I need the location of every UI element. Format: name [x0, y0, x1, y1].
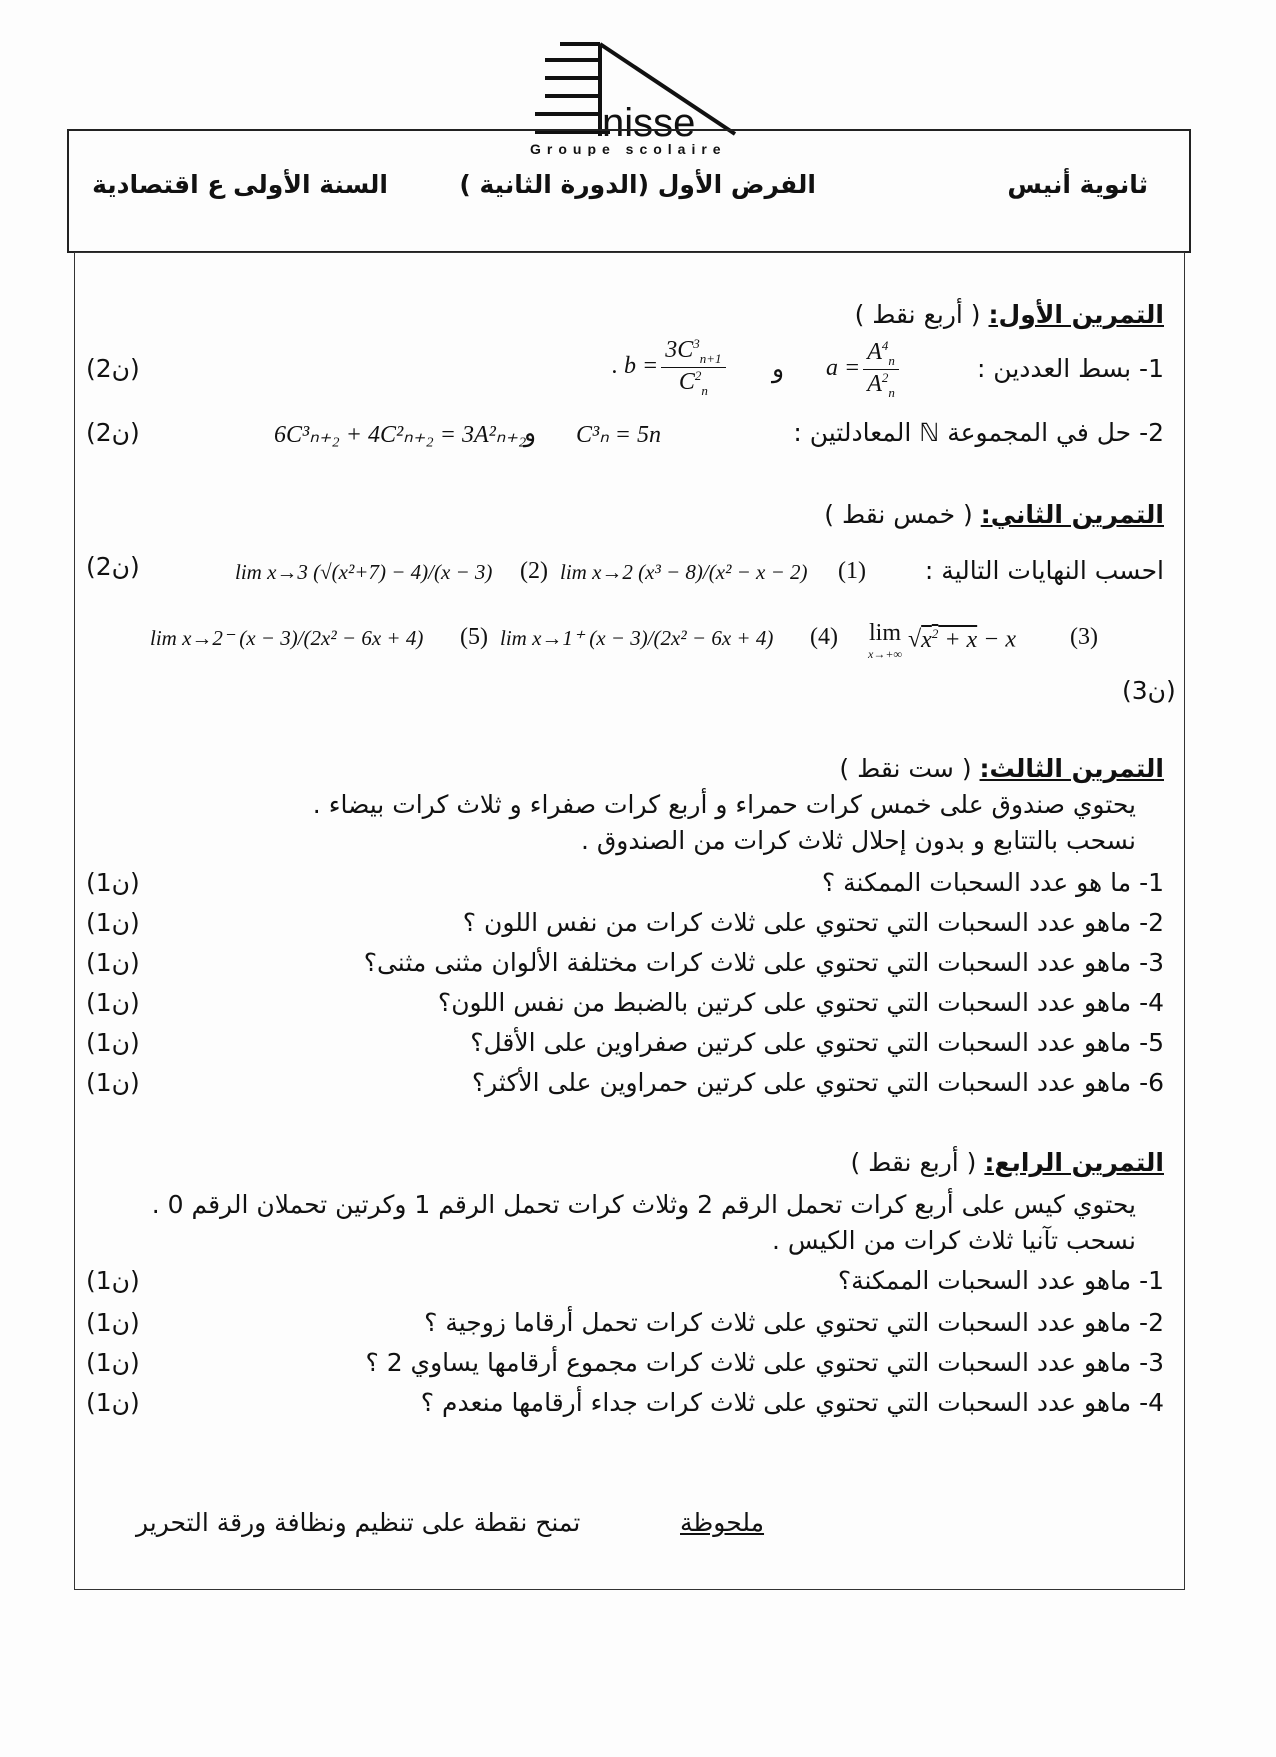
- ex4-item: 3- ماهو عدد السحبات التي تحتوي على ثلاث كرات مجموع أرقامها يساوي 2 ؟: [365, 1348, 1164, 1377]
- ex4-item-points: (1ن): [86, 1266, 140, 1295]
- ex2-intro: احسب النهايات التالية :: [924, 556, 1164, 585]
- class-level: السنة الأولى ع اقتصادية: [92, 170, 388, 199]
- ex1-and-2: و: [524, 418, 537, 447]
- limit-4: lim x→1⁺ (x − 3)/(2x² − 6x + 4): [500, 626, 774, 650]
- ex1-a-formula: a = $\frac{A^4_n}{A^2_n}$: [826, 338, 902, 401]
- limit-2-label: (2): [520, 558, 548, 584]
- ex3-item-points: (1ن): [86, 908, 140, 937]
- ex3-item: 3- ماهو عدد السحبات التي تحتوي على ثلاث كرات مختلفة الألوان مثنى مثنى؟: [363, 948, 1164, 977]
- ex2-points-title: ( خمس نقط ): [824, 500, 973, 529]
- ex4-item-points: (1ن): [86, 1388, 140, 1417]
- ex2-title: التمرين الثاني:: [980, 500, 1164, 529]
- note-label: ملحوظة: [680, 1508, 765, 1537]
- svg-text:nisse: nisse: [602, 101, 696, 145]
- ex3-item-points: (1ن): [86, 988, 140, 1017]
- ex3-item: 4- ماهو عدد السحبات التي تحتوي على كرتين بالضبط من نفس اللون؟: [437, 988, 1164, 1017]
- limit-5-label: (5): [460, 624, 488, 650]
- ex1-q1-points: (2ن): [86, 354, 140, 383]
- ex2-heading: [824, 500, 1164, 529]
- ex4-item: 4- ماهو عدد السحبات التي تحتوي على ثلاث كرات جداء أرقامها منعدم ؟: [420, 1388, 1164, 1417]
- limit-1-label: (1): [838, 558, 866, 584]
- ex4-text-1: يحتوي كيس على أربع كرات تحمل الرقم 2 وثلاث كرات تحمل الرقم 1 وكرتين تحملان الرقم 0 .: [151, 1190, 1136, 1219]
- ex1-q2: 2- حل في المجموعة ℕ المعادلتين :: [793, 418, 1164, 447]
- ex3-item-points: (1ن): [86, 1068, 140, 1097]
- limit-3: lim x→+∞ $√x^2 + x - x$: [868, 620, 1017, 661]
- ex3-item-points: (1ن): [86, 868, 140, 897]
- ex4-item-points: (1ن): [86, 1308, 140, 1337]
- ex2-points-1: (2ن): [86, 552, 140, 581]
- ex1-q2-points: (2ن): [86, 418, 140, 447]
- ex1-eq2: 6C³ₙ₊₂ + 4C²ₙ₊₂ = 3A²ₙ₊₂: [274, 422, 527, 448]
- ex1-eq1: C³ₙ = 5n: [576, 422, 661, 448]
- ex2-points-2: (3ن): [1122, 676, 1176, 705]
- ex3-heading: [839, 754, 1164, 783]
- ex1-and: و: [772, 354, 785, 383]
- ex3-item: 2- ماهو عدد السحبات التي تحتوي على ثلاث كرات من نفس اللون ؟: [462, 908, 1164, 937]
- school-name: ثانوية أنيس: [1007, 170, 1148, 199]
- ex1-q1: 1- بسط العددين :: [976, 354, 1164, 383]
- ex4-heading: [850, 1148, 1164, 1177]
- ex1-heading: [855, 300, 1164, 329]
- ex3-title: التمرين الثالث:: [979, 754, 1164, 783]
- limit-4-label: (4): [810, 624, 838, 650]
- ex3-text-2: نسحب بالتتابع و بدون إحلال ثلاث كرات من الصندوق .: [580, 826, 1136, 855]
- ex1-points-title: ( أربع نقط ): [854, 300, 981, 329]
- ex3-text-1: يحتوي صندوق على خمس كرات حمراء و أربع كرات صفراء و ثلاث كرات بيضاء .: [312, 790, 1136, 819]
- ex3-item: 5- ماهو عدد السحبات التي تحتوي على كرتين صفراوين على الأقل؟: [470, 1028, 1164, 1057]
- ex4-title: التمرين الرابع:: [984, 1148, 1164, 1177]
- svg-text:Groupe scolaire: Groupe scolaire: [530, 141, 727, 156]
- ex1-b-formula: . b = $\frac{3C^3_{n+1}}{C^2_n}$: [612, 336, 729, 399]
- ex4-item: 1- ماهو عدد السحبات الممكنة؟: [837, 1266, 1164, 1295]
- exam-title: الفرض الأول (الدورة الثانية ): [459, 170, 816, 199]
- ex3-points-title: ( ست نقط ): [839, 754, 972, 783]
- ex4-points-title: ( أربع نقط ): [850, 1148, 977, 1177]
- ex3-item: 6- ماهو عدد السحبات التي تحتوي على كرتين حمراوين على الأكثر؟: [471, 1068, 1164, 1097]
- note-text: تمنح نقطة على تنظيم ونظافة ورقة التحرير: [136, 1508, 581, 1537]
- ex4-text-2: نسحب تآنيا ثلاث كرات من الكيس .: [771, 1226, 1136, 1255]
- ex3-item-points: (1ن): [86, 1028, 140, 1057]
- ex4-item: 2- ماهو عدد السحبات التي تحتوي على ثلاث كرات تحمل أرقاما زوجية ؟: [424, 1308, 1164, 1337]
- ex4-item-points: (1ن): [86, 1348, 140, 1377]
- limit-5: lim x→2⁻ (x − 3)/(2x² − 6x + 4): [150, 626, 424, 650]
- ex1-title: التمرين الأول:: [988, 300, 1164, 329]
- limit-3-label: (3): [1070, 624, 1098, 650]
- ex3-item-points: (1ن): [86, 948, 140, 977]
- ex3-item: 1- ما هو عدد السحبات الممكنة ؟: [821, 868, 1164, 897]
- limit-2: lim x→3 (√(x²+7) − 4)/(x − 3): [235, 560, 493, 584]
- limit-1: lim x→2 (x³ − 8)/(x² − x − 2): [560, 560, 808, 584]
